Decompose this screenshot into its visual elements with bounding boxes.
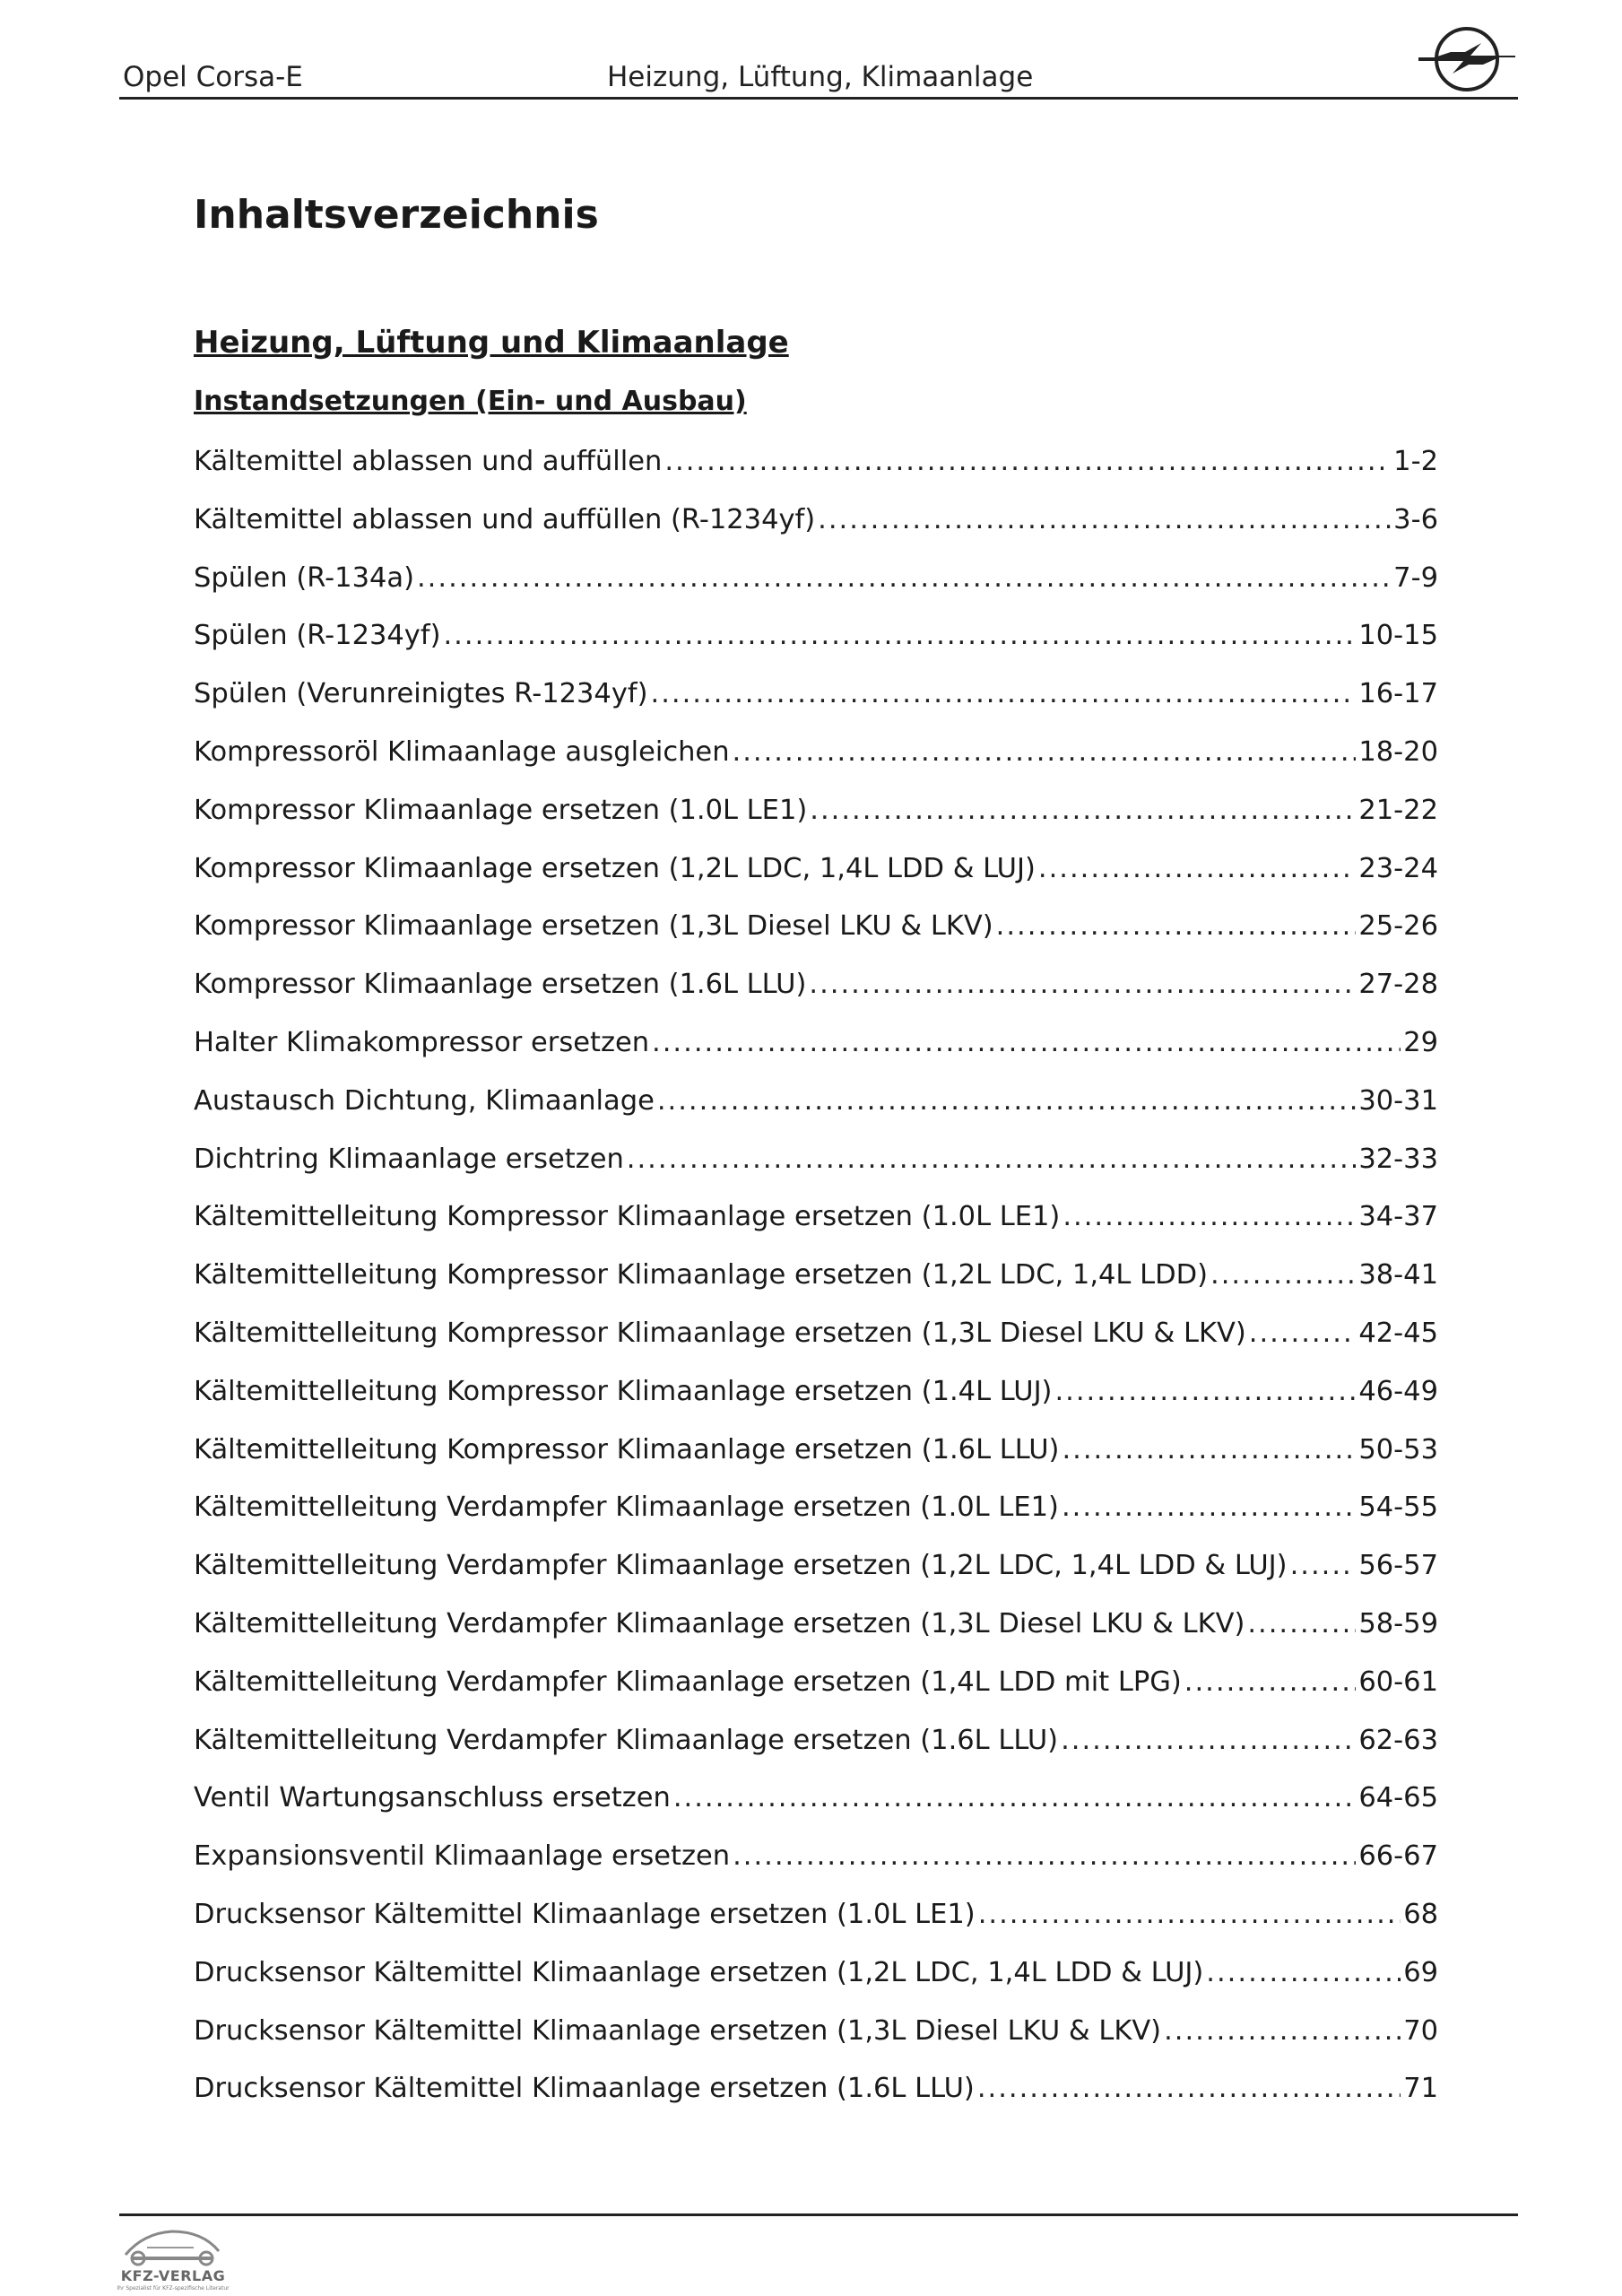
toc-entry[interactable] xyxy=(194,556,1438,614)
toc-leader-dots xyxy=(810,788,1356,833)
header-chapter-title: Heizung, Lüftung, Klimaanlage xyxy=(607,61,1034,93)
toc-entry[interactable] xyxy=(194,1137,1438,1196)
toc-entry-title: Austausch Dichtung, Klimaanlage xyxy=(194,1084,655,1117)
toc-entry-title: Kältemittelleitung Kompressor Klimaanlage ersetzen (1.6L LLU) xyxy=(194,1433,1060,1465)
toc-leader-dots xyxy=(652,1021,1401,1065)
footer-tagline: Ihr Spezialist für KFZ-spezifische Literatur xyxy=(117,2285,230,2292)
toc-entry-title: Kompressor Klimaanlage ersetzen (1,2L LDC, 1,4L LDD & LUJ) xyxy=(194,852,1036,884)
opel-logo-icon xyxy=(1417,25,1517,93)
toc-entry[interactable] xyxy=(194,1660,1438,1718)
toc-entry[interactable] xyxy=(194,730,1438,788)
toc-entry-page: 38-41 xyxy=(1358,1259,1438,1292)
toc-entry-page: 56-57 xyxy=(1358,1550,1438,1582)
toc-entry-page: 16-17 xyxy=(1358,678,1438,710)
toc-leader-dots xyxy=(1062,1428,1356,1473)
toc-entry[interactable] xyxy=(194,1253,1438,1311)
toc-leader-dots xyxy=(996,904,1357,949)
toc-entry-page: 50-53 xyxy=(1358,1433,1438,1465)
toc-leader-dots xyxy=(977,2066,1401,2111)
toc-entry-title: Spülen (Verunreinigtes R-1234yf) xyxy=(194,678,648,710)
toc-entry-page: 69 xyxy=(1403,1956,1438,1988)
toc-entry-page: 7-9 xyxy=(1393,561,1438,594)
toc-entry-page: 54-55 xyxy=(1358,1492,1438,1524)
toc-entry[interactable] xyxy=(194,1079,1438,1137)
page-title: Inhaltsverzeichnis xyxy=(194,192,599,238)
toc-leader-dots xyxy=(627,1137,1357,1182)
toc-leader-dots xyxy=(1247,1602,1356,1647)
toc-leader-dots xyxy=(809,962,1356,1007)
toc-entry-page: 25-26 xyxy=(1358,910,1438,943)
toc-entry-page: 18-20 xyxy=(1358,735,1438,768)
page-header xyxy=(119,52,1518,100)
toc-entry-page: 71 xyxy=(1403,2073,1438,2105)
toc-entry-title: Kompressor Klimaanlage ersetzen (1.6L LLU) xyxy=(194,969,807,1001)
toc-entry[interactable] xyxy=(194,1428,1438,1486)
toc-entry[interactable] xyxy=(194,1776,1438,1834)
toc-entry-page: 27-28 xyxy=(1358,969,1438,1001)
toc-entry[interactable] xyxy=(194,1602,1438,1660)
toc-entry-title: Spülen (R-1234yf) xyxy=(194,620,441,652)
toc-entry[interactable] xyxy=(194,672,1438,730)
toc-entry-page: 58-59 xyxy=(1358,1607,1438,1639)
toc-entry-title: Kältemittelleitung Kompressor Klimaanlage ersetzen (1,3L Diesel LKU & LKV) xyxy=(194,1317,1246,1349)
toc-entry-title: Drucksensor Kältemittel Klimaanlage ersetzen (1,3L Diesel LKU & LKV) xyxy=(194,2014,1162,2047)
toc-entry-title: Kältemittel ablassen und auffüllen (R-1234yf) xyxy=(194,503,816,535)
toc-entry-page: 21-22 xyxy=(1358,794,1438,826)
toc-entry[interactable] xyxy=(194,1370,1438,1428)
toc-entry-title: Spülen (R-134a) xyxy=(194,561,414,594)
toc-entry[interactable] xyxy=(194,847,1438,905)
toc-entry-page: 32-33 xyxy=(1358,1143,1438,1175)
toc-entry[interactable] xyxy=(194,904,1438,962)
table-of-contents xyxy=(194,439,1438,2125)
toc-leader-dots xyxy=(1184,1660,1357,1705)
toc-entry-page: 30-31 xyxy=(1358,1084,1438,1117)
toc-entry-title: Halter Klimakompressor ersetzen xyxy=(194,1026,650,1058)
toc-leader-dots xyxy=(733,730,1357,775)
toc-entry-title: Dichtring Klimaanlage ersetzen xyxy=(194,1143,624,1175)
toc-entry-title: Kompressor Klimaanlage ersetzen (1,3L Diesel LKU & LKV) xyxy=(194,910,993,943)
toc-entry[interactable] xyxy=(194,962,1438,1021)
toc-entry-title: Kompressor Klimaanlage ersetzen (1.0L LE1) xyxy=(194,794,808,826)
toc-entry[interactable] xyxy=(194,788,1438,847)
toc-entry-title: Kompressoröl Klimaanlage ausgleichen xyxy=(194,735,730,768)
toc-leader-dots xyxy=(1038,847,1356,891)
toc-leader-dots xyxy=(1054,1370,1356,1414)
toc-entry-title: Drucksensor Kältemittel Klimaanlage ersetzen (1.6L LLU) xyxy=(194,2073,975,2105)
toc-entry[interactable] xyxy=(194,1485,1438,1544)
toc-entry-title: Kältemittelleitung Verdampfer Klimaanlage ersetzen (1.0L LE1) xyxy=(194,1492,1059,1524)
toc-entry-page: 66-67 xyxy=(1358,1840,1438,1873)
toc-leader-dots xyxy=(417,556,1391,601)
toc-entry-title: Kältemittelleitung Verdampfer Klimaanlage ersetzen (1,3L Diesel LKU & LKV) xyxy=(194,1607,1245,1639)
section-title: Heizung, Lüftung und Klimaanlage xyxy=(194,325,789,361)
toc-leader-dots xyxy=(1164,2009,1401,2054)
toc-entry-title: Kältemittelleitung Kompressor Klimaanlage ersetzen (1.0L LE1) xyxy=(194,1201,1061,1233)
toc-leader-dots xyxy=(1061,1718,1356,1763)
toc-entry-title: Kältemittel ablassen und auffüllen xyxy=(194,446,663,477)
toc-entry[interactable] xyxy=(194,1311,1438,1370)
toc-leader-dots xyxy=(978,1892,1401,1937)
toc-entry-page: 64-65 xyxy=(1358,1782,1438,1814)
toc-leader-dots xyxy=(443,613,1356,658)
toc-entry[interactable] xyxy=(194,1718,1438,1777)
toc-entry[interactable] xyxy=(194,2009,1438,2067)
toc-entry[interactable] xyxy=(194,1834,1438,1892)
toc-entry-title: Kältemittelleitung Verdampfer Klimaanlage ersetzen (1,4L LDD mit LPG) xyxy=(194,1665,1182,1698)
toc-entry-page: 62-63 xyxy=(1358,1724,1438,1756)
toc-entry[interactable] xyxy=(194,1951,1438,2009)
toc-entry[interactable] xyxy=(194,613,1438,672)
footer-divider xyxy=(119,2213,1518,2216)
footer-brand-name: KFZ-VERLAG xyxy=(120,2267,226,2284)
toc-entry-title: Kältemittelleitung Verdampfer Klimaanlage ersetzen (1,2L LDC, 1,4L LDD & LUJ) xyxy=(194,1550,1288,1582)
toc-entry-page: 3-6 xyxy=(1393,503,1438,535)
toc-entry-page: 68 xyxy=(1403,1898,1438,1930)
toc-entry-title: Drucksensor Kältemittel Klimaanlage ersetzen (1,2L LDC, 1,4L LDD & LUJ) xyxy=(194,1956,1204,1988)
toc-leader-dots xyxy=(673,1776,1357,1821)
toc-entry[interactable] xyxy=(194,439,1438,498)
toc-entry-page: 10-15 xyxy=(1358,620,1438,652)
toc-leader-dots xyxy=(733,1834,1356,1879)
toc-entry[interactable] xyxy=(194,498,1438,556)
toc-leader-dots xyxy=(1062,1485,1356,1530)
toc-entry[interactable] xyxy=(194,1195,1438,1253)
header-vehicle-model: Opel Corsa-E xyxy=(123,61,303,93)
toc-entry-title: Kältemittelleitung Verdampfer Klimaanlage ersetzen (1.6L LLU) xyxy=(194,1724,1059,1756)
toc-entry[interactable] xyxy=(194,1544,1438,1602)
toc-entry-page: 70 xyxy=(1403,2014,1438,2047)
toc-entry-page: 23-24 xyxy=(1358,852,1438,884)
toc-leader-dots xyxy=(1063,1195,1356,1239)
toc-leader-dots xyxy=(1290,1544,1357,1588)
toc-entry-title: Expansionsventil Klimaanlage ersetzen xyxy=(194,1840,731,1873)
toc-entry[interactable] xyxy=(194,1892,1438,1951)
toc-leader-dots xyxy=(664,439,1391,484)
toc-leader-dots xyxy=(651,672,1357,717)
toc-entry-page: 1-2 xyxy=(1393,446,1438,477)
toc-leader-dots xyxy=(1249,1311,1357,1356)
toc-entry-page: 60-61 xyxy=(1358,1665,1438,1698)
toc-entry-page: 34-37 xyxy=(1358,1201,1438,1233)
toc-entry[interactable] xyxy=(194,1021,1438,1079)
toc-leader-dots xyxy=(1206,1951,1401,1996)
toc-entry-page: 29 xyxy=(1403,1026,1438,1058)
toc-leader-dots xyxy=(1210,1253,1356,1298)
toc-entry-title: Kältemittelleitung Kompressor Klimaanlage ersetzen (1.4L LUJ) xyxy=(194,1375,1053,1407)
toc-entry-page: 42-45 xyxy=(1358,1317,1438,1349)
toc-leader-dots xyxy=(818,498,1391,543)
subsection-title: Instandsetzungen (Ein- und Ausbau) xyxy=(194,386,747,417)
toc-entry[interactable] xyxy=(194,2066,1438,2125)
toc-leader-dots xyxy=(657,1079,1357,1124)
toc-entry-page: 46-49 xyxy=(1358,1375,1438,1407)
toc-entry-title: Ventil Wartungsanschluss ersetzen xyxy=(194,1782,671,1814)
toc-entry-title: Drucksensor Kältemittel Klimaanlage ersetzen (1.0L LE1) xyxy=(194,1898,976,1930)
toc-entry-title: Kältemittelleitung Kompressor Klimaanlage ersetzen (1,2L LDC, 1,4L LDD) xyxy=(194,1259,1208,1292)
